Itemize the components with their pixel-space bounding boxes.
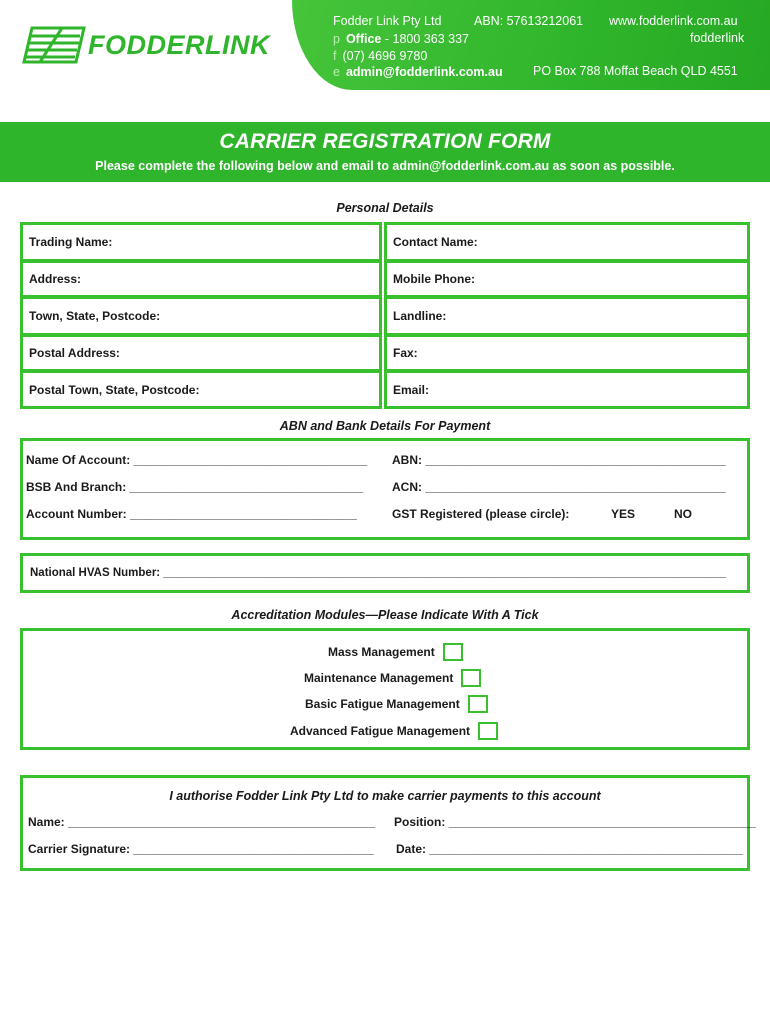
module-advanced-fatigue-management-label: Advanced Fatigue Management bbox=[290, 724, 471, 738]
accreditation-title: Accreditation Modules—Please Indicate With A Tick bbox=[231, 608, 539, 622]
bank-details-title: ABN and Bank Details For Payment bbox=[279, 419, 491, 433]
trading-name-label: Trading Name: bbox=[29, 235, 113, 249]
email-key: e bbox=[333, 65, 340, 79]
abn-field[interactable]: ABN: _____________________________________________ bbox=[392, 453, 726, 467]
town-state-postcode-field[interactable] bbox=[20, 296, 382, 336]
email-label: Email: bbox=[393, 382, 430, 397]
phone-line bbox=[333, 30, 469, 48]
mobile-phone-label: Mobile Phone: bbox=[393, 272, 475, 286]
postal-address-field[interactable] bbox=[20, 334, 382, 372]
landline-field[interactable] bbox=[384, 296, 750, 336]
bsb-branch-field[interactable]: BSB And Branch: ___________________________________ bbox=[26, 480, 364, 494]
mobile-phone-field[interactable] bbox=[384, 260, 750, 298]
acn-field[interactable]: ACN: _____________________________________________ bbox=[392, 480, 726, 494]
postal-town-label: Postal Town, State, Postcode: bbox=[29, 382, 200, 397]
mass-management-checkbox[interactable] bbox=[443, 643, 463, 661]
fax-key: f bbox=[333, 49, 337, 63]
gst-registered-label: GST Registered (please circle): bbox=[392, 507, 570, 521]
company-handle: fodderlink bbox=[690, 31, 745, 45]
company-website[interactable]: www.fodderlink.com.au bbox=[609, 14, 738, 28]
auth-date-field[interactable]: Date: _______________________________________________ bbox=[396, 842, 744, 856]
town-state-postcode-label: Town, State, Postcode: bbox=[29, 309, 161, 323]
module-advanced-fatigue-management bbox=[290, 722, 498, 740]
phone-key: p bbox=[333, 32, 340, 46]
gst-no-option[interactable]: NO bbox=[674, 507, 692, 521]
auth-name-field[interactable]: Name: ______________________________________________ bbox=[28, 815, 376, 829]
letterhead bbox=[0, 0, 770, 96]
authorisation-title: I authorise Fodder Link Pty Ltd to make carrier payments to this account bbox=[169, 789, 601, 803]
module-basic-fatigue-management-label: Basic Fatigue Management bbox=[305, 697, 460, 711]
advanced-fatigue-management-checkbox[interactable] bbox=[478, 722, 498, 740]
address-field[interactable] bbox=[20, 260, 382, 298]
form-banner bbox=[0, 122, 770, 182]
gst-yes-option[interactable]: YES bbox=[611, 507, 636, 521]
fax-label: Fax: bbox=[393, 346, 418, 360]
account-name-field[interactable]: Name Of Account: ___________________________________ bbox=[26, 453, 368, 467]
fax-value: (07) 4696 9780 bbox=[342, 49, 428, 63]
fodderlink-logo bbox=[22, 26, 270, 64]
hvas-number-field[interactable]: National HVAS Number: ________________________________________________________________________________________ bbox=[30, 567, 727, 579]
module-basic-fatigue-management bbox=[305, 695, 488, 713]
module-mass-management-label: Mass Management bbox=[328, 645, 435, 659]
postal-town-field[interactable] bbox=[20, 370, 382, 409]
logo-word-link: LINK bbox=[205, 29, 270, 60]
email-field[interactable] bbox=[384, 370, 750, 409]
logo-wordmark bbox=[88, 30, 270, 61]
postal-address-label: Postal Address: bbox=[29, 346, 120, 360]
landline-label: Landline: bbox=[393, 309, 447, 323]
maintenance-management-checkbox[interactable] bbox=[461, 669, 481, 687]
personal-details-title: Personal Details bbox=[336, 201, 434, 215]
form-title: CARRIER REGISTRATION FORM bbox=[219, 130, 551, 153]
module-mass-management bbox=[328, 643, 463, 661]
phone-label: Office bbox=[345, 32, 382, 46]
email-value[interactable]: admin@fodderlink.com.au bbox=[345, 65, 503, 79]
contact-name-field[interactable] bbox=[384, 222, 750, 262]
contact-name-label: Contact Name: bbox=[393, 235, 478, 249]
module-maintenance-management-label: Maintenance Management bbox=[304, 671, 454, 685]
fax-field[interactable] bbox=[384, 334, 750, 372]
logo-word-fodder: FODDER bbox=[88, 29, 205, 60]
phone-value: - 1800 363 337 bbox=[384, 32, 469, 46]
fodderlink-logo-icon bbox=[22, 26, 86, 64]
trading-name-field[interactable] bbox=[20, 222, 382, 262]
form-subtitle: Please complete the following below and email to admin@fodderlink.com.au as soon as possible. bbox=[95, 159, 675, 173]
carrier-signature-field[interactable]: Carrier Signature: ____________________________________ bbox=[28, 842, 374, 856]
email-line bbox=[333, 63, 503, 81]
account-number-field[interactable]: Account Number: __________________________________ bbox=[26, 507, 357, 521]
po-box: PO Box 788 Moffat Beach QLD 4551 bbox=[533, 64, 738, 78]
module-maintenance-management bbox=[304, 669, 481, 687]
auth-position-field[interactable]: Position: ______________________________________________ bbox=[394, 815, 756, 829]
company-abn: ABN: 57613212061 bbox=[474, 14, 584, 28]
basic-fatigue-management-checkbox[interactable] bbox=[468, 695, 488, 713]
address-label: Address: bbox=[29, 272, 82, 286]
company-name: Fodder Link Pty Ltd bbox=[333, 14, 442, 28]
